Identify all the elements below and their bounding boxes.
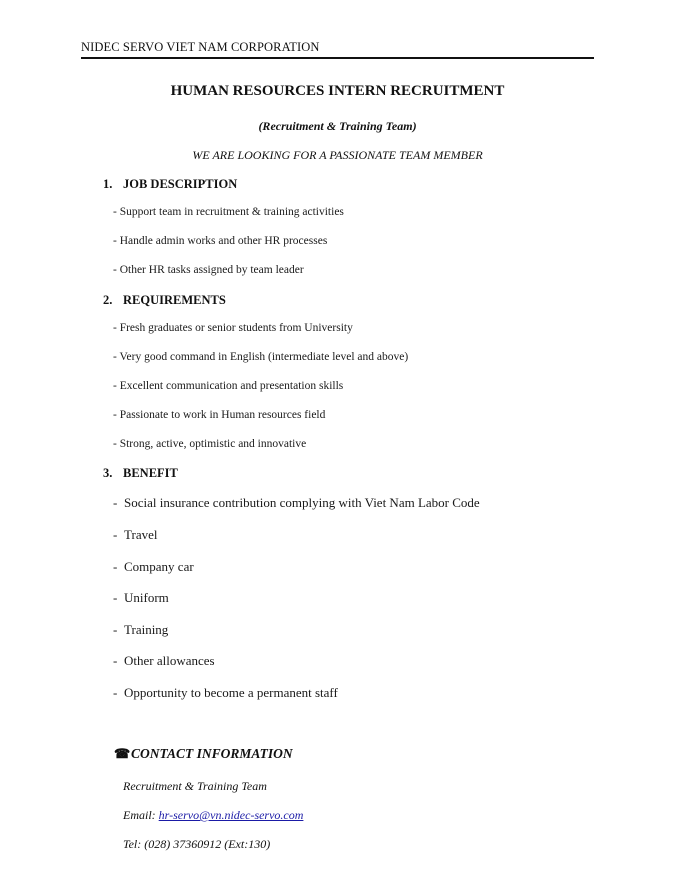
benefit-text: Other allowances bbox=[124, 653, 215, 668]
benefit-item bbox=[113, 653, 215, 669]
list-item: - Other HR tasks assigned by team leader bbox=[113, 264, 304, 276]
list-item: - Very good command in English (intermediate level and above) bbox=[113, 351, 409, 363]
section-number: 1. bbox=[103, 177, 113, 191]
header-divider bbox=[81, 57, 594, 59]
contact-team: Recruitment & Training Team bbox=[123, 779, 267, 793]
benefit-text: Social insurance contribution complying with Viet Nam Labor Code bbox=[124, 495, 480, 510]
benefit-item bbox=[113, 495, 480, 511]
section-title: REQUIREMENTS bbox=[123, 293, 226, 307]
email-link[interactable]: hr-servo@vn.nidec-servo.com bbox=[158, 808, 304, 822]
contact-tel: Tel: (028) 37360912 (Ext:130) bbox=[123, 837, 271, 851]
team-subtitle: (Recruitment & Training Team) bbox=[258, 119, 417, 133]
benefit-text: Uniform bbox=[124, 590, 169, 605]
document-title: HUMAN RESOURCES INTERN RECRUITMENT bbox=[170, 83, 505, 99]
section-heading-requirements bbox=[103, 293, 226, 308]
benefit-item bbox=[113, 590, 169, 606]
contact-email-line bbox=[123, 808, 303, 823]
list-dash: - bbox=[113, 590, 118, 605]
list-item: - Support team in recruitment & training activities bbox=[113, 206, 344, 218]
list-item: - Passionate to work in Human resources field bbox=[113, 409, 326, 421]
email-label: Email: bbox=[123, 808, 156, 822]
tagline: WE ARE LOOKING FOR A PASSIONATE TEAM MEMBER bbox=[192, 148, 483, 162]
benefit-item bbox=[113, 559, 194, 575]
section-heading-job-description bbox=[103, 177, 237, 192]
section-number: 3. bbox=[103, 466, 113, 480]
benefit-text: Opportunity to become a permanent staff bbox=[124, 685, 338, 700]
list-dash: - bbox=[113, 495, 118, 510]
list-dash: - bbox=[113, 622, 118, 637]
phone-icon: ☎ bbox=[114, 746, 131, 761]
benefit-text: Training bbox=[124, 622, 169, 637]
list-item: - Handle admin works and other HR processes bbox=[113, 235, 328, 247]
benefit-text: Company car bbox=[124, 559, 194, 574]
benefit-item bbox=[113, 622, 168, 638]
list-dash: - bbox=[113, 527, 118, 542]
list-item: - Excellent communication and presentation skills bbox=[113, 380, 344, 392]
section-title: BENEFIT bbox=[123, 466, 178, 480]
benefit-text: Travel bbox=[124, 527, 158, 542]
benefit-item bbox=[113, 685, 338, 701]
list-item: - Fresh graduates or senior students from University bbox=[113, 322, 353, 334]
company-name: NIDEC SERVO VIET NAM CORPORATION bbox=[81, 40, 320, 54]
contact-heading bbox=[114, 746, 293, 762]
list-item: - Strong, active, optimistic and innovative bbox=[113, 438, 307, 450]
list-dash: - bbox=[113, 653, 118, 668]
contact-heading-text: CONTACT INFORMATION bbox=[131, 746, 293, 761]
section-heading-benefit bbox=[103, 466, 178, 481]
list-dash: - bbox=[113, 685, 118, 700]
section-number: 2. bbox=[103, 293, 113, 307]
list-dash: - bbox=[113, 559, 118, 574]
section-title: JOB DESCRIPTION bbox=[123, 177, 238, 191]
benefit-item bbox=[113, 527, 157, 543]
